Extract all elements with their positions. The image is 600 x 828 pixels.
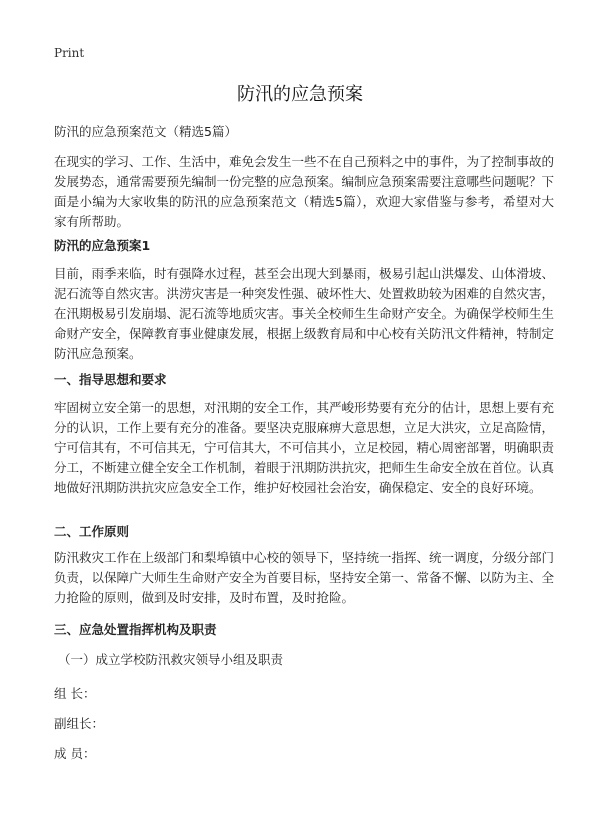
subsection-leadership-group: （一）成立学校防汛救灾领导小组及职责 <box>58 652 284 667</box>
heading-guiding-principles: 一、指导思想和要求 <box>54 372 167 387</box>
print-link[interactable]: Print <box>54 46 85 60</box>
deputy-leader-line: 副组长： <box>54 716 105 731</box>
paragraph-work-principles: 防汛救灾工作在上级部门和梨埠镇中心校的领导下，坚持统一指挥、统一调度，分级分部门负责，以保障广大师生生命财产安全为首要目标，坚持安全第一、常备不懈、以防为主、全力抢险的原则，做到及时安排，及时布置，及时抢险。 <box>54 550 555 605</box>
heading-command-structure: 三、应急处置指挥机构及职责 <box>54 622 217 637</box>
section-title: 防汛的应急预案1 <box>54 238 151 253</box>
section1-paragraph: 目前，雨季来临，时有强降水过程，甚至会出现大到暴雨，极易引起山洪爆发、山体滑坡、泥石流等自然灾害。洪涝灾害是一种突发性强、破坏性大、处置救助较为困难的自然灾害，在汛期极易引发崩塌、泥石流等地质灾害。事关全校师生生命财产安全。为确保学校师生生命财产安全，保障教育事业健康发展，根据上级教育局和中心校有关防汛文件精神，特制定防汛应急预案。 <box>54 266 555 361</box>
heading-work-principles: 二、工作原则 <box>54 524 130 539</box>
subtitle: 防汛的应急预案范文（精选5篇） <box>54 124 237 139</box>
intro-paragraph: 在现实的学习、工作、生活中，难免会发生一些不在自己预料之中的事件，为了控制事故的发展势态，通常需要预先编制一份完整的应急预案。编制应急预案需要注意哪些问题呢？下面是小编为大家收集的防汛的应急预案范文（精选5篇），欢迎大家借鉴与参考，希望对大家有所帮助。 <box>54 154 555 229</box>
page-title: 防汛的应急预案 <box>237 84 363 105</box>
paragraph-guiding-principles: 牢固树立安全第一的思想，对汛期的安全工作，其严峻形势要有充分的估计，思想上要有充分的认识，工作上要有充分的准备。要坚决克服麻痹大意思想，立足大洪灾，立足高险情，宁可信其有，不可信其无，宁可信其大，不可信其小，立足校园，精心周密部署，明确职责分工，不断建立健全安全工作机制，着眼于汛期防洪抗灾，把师生生命安全放在首位。认真地做好汛期防洪抗灾应急安全工作，维护好校园社会治安，确保稳定、安全的良好环境。 <box>54 400 555 495</box>
leader-line: 组 长： <box>54 686 96 701</box>
members-line: 成 员： <box>54 746 96 761</box>
